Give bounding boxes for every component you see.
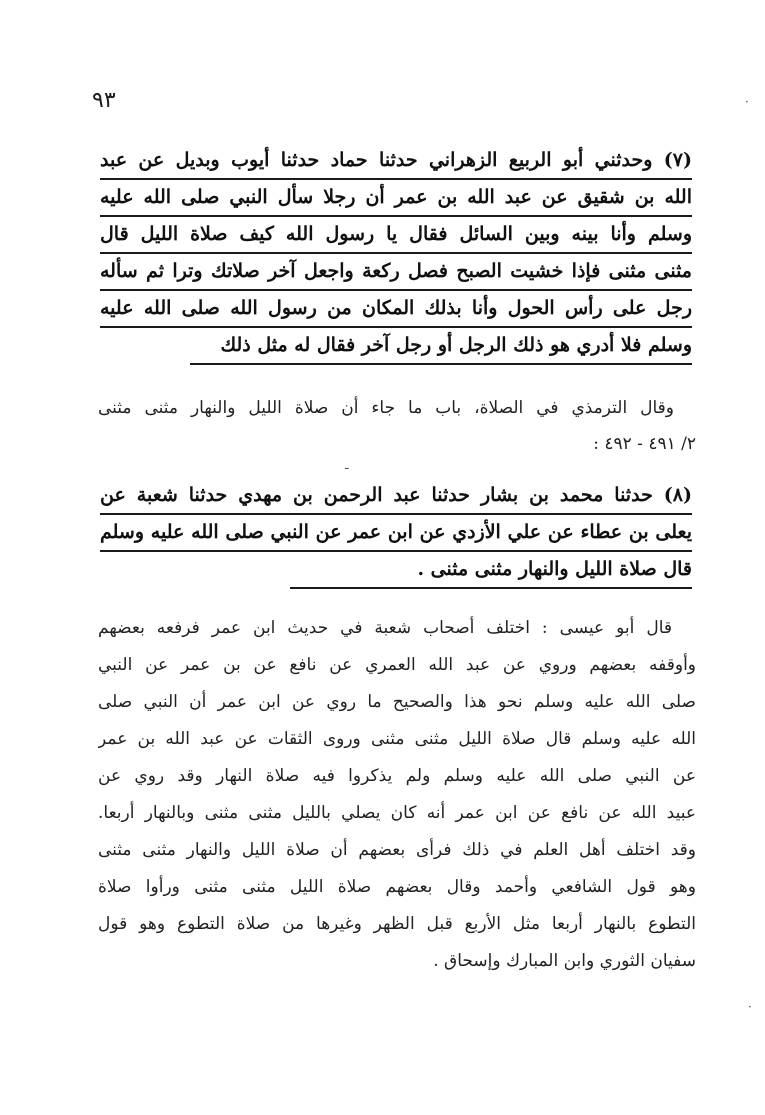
scan-speck: ـ: [345, 458, 349, 472]
hadith-8-line: (٨) حدثنا محمد بن بشار حدثنا عبد الرحمن بن مهدي حدثنا شعبة عن: [100, 478, 692, 515]
commentary-line: سفيان الثوري وابن المبارك وإسحاق .: [433, 951, 696, 971]
commentary-line: التطوع بالنهار أربعا مثل الأربع قبل الظهر وغيرها من صلاة التطوع وهو قول: [98, 914, 696, 934]
commentary-line: وهو قول الشافعي وأحمد وقال بعضهم صلاة الليل مثنى مثنى ورأوا صلاة: [98, 877, 696, 897]
commentary-line: وأوقفه بعضهم وروي عن عبد الله العمري عن نافع عن بن عمر عن النبي: [98, 655, 696, 675]
scan-speck: ·: [745, 95, 749, 109]
hadith-8-block: [100, 478, 692, 589]
commentary-line: الله عليه وسلم قال صلاة الليل مثنى مثنى وروى الثقات عن عبد الله بن عمر: [98, 729, 696, 749]
hadith-7-line: (٧) وحدثني أبو الربيع الزهراني حدثنا حماد حدثنا أيوب وبديل عن عبد: [100, 143, 692, 180]
commentary-line: وقد اختلف أهل العلم في ذلك فرأى بعضهم أن صلاة الليل والنهار مثنى مثنى: [98, 840, 696, 860]
hadith-7-line: رجل على رأس الحول وأنا بذلك المكان من رسول الله صلى الله عليه: [100, 291, 692, 328]
commentary-line: عن النبي صلى الله عليه وسلم ولم يذكروا فيه صلاة النهار وقد روي عن: [98, 766, 696, 786]
commentary-block: [98, 610, 696, 980]
hadith-7-line: وسلم فلا أدري هو ذلك الرجل أو رجل آخر فقال له مثل ذلك: [190, 328, 692, 365]
commentary-line: صلى الله عليه وسلم نحو هذا والصحيح ما روي عن ابن عمر أن النبي صلى: [98, 692, 696, 712]
hadith-7-block: [100, 143, 692, 365]
hadith-7-line: الله بن شقيق عن عبد الله بن عمر أن رجلا سأل النبي صلى الله عليه: [100, 180, 692, 217]
tirmidhi-reference-note: [98, 390, 696, 462]
page-number: ٩٣: [92, 88, 116, 113]
hadith-7-line: وسلم وأنا بينه وبين السائل فقال يا رسول الله كيف صلاة الليل قال: [100, 217, 692, 254]
scan-speck: ·: [748, 1000, 752, 1014]
hadith-8-line: قال صلاة الليل والنهار مثنى مثنى .: [290, 552, 692, 589]
note-line: وقال الترمذي في الصلاة، باب ما جاء أن صلاة الليل والنهار مثنى مثنى: [98, 398, 674, 418]
hadith-8-line: يعلى بن عطاء عن علي الأزدي عن ابن عمر عن النبي صلى الله عليه وسلم: [100, 515, 692, 552]
commentary-line: عبيد الله عن نافع عن ابن عمر أنه كان يصلي بالليل مثنى مثنى وبالنهار أربعا.: [98, 803, 696, 823]
hadith-7-line: مثنى مثنى فإذا خشيت الصبح فصل ركعة واجعل آخر صلاتك وترا ثم سأله: [100, 254, 692, 291]
note-line: ٢/ ٤٩١ - ٤٩٢ :: [593, 434, 696, 454]
commentary-line: قال أبو عيسى : اختلف أصحاب شعبة في حديث ابن عمر فرفعه بعضهم: [98, 618, 672, 638]
